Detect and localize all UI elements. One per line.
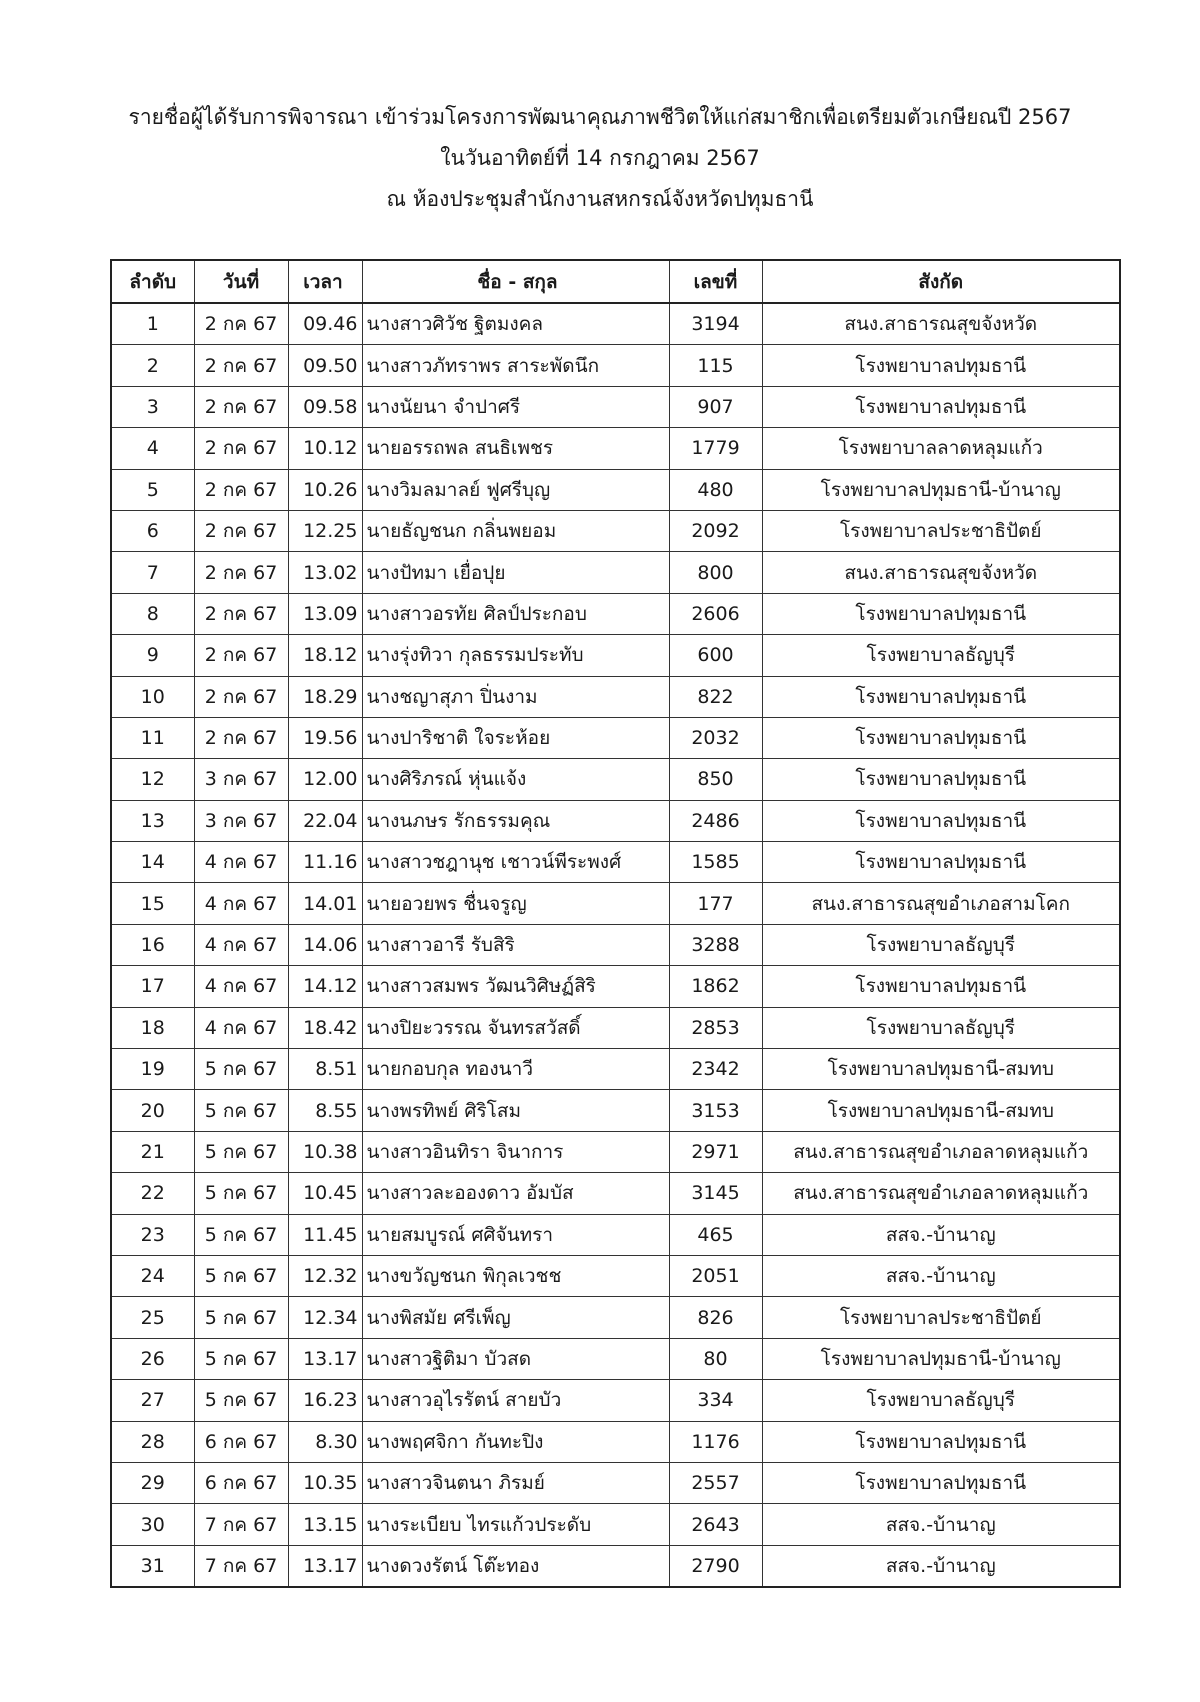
table-row	[111, 966, 1120, 1007]
table-row	[111, 676, 1120, 717]
cell-time: 10.12	[288, 428, 362, 469]
cell-affiliation: โรงพยาบาลธัญบุรี	[762, 1380, 1120, 1421]
cell-date: 2 กค 67	[194, 717, 288, 758]
cell-order: 23	[111, 1214, 194, 1255]
cell-member-id: 115	[669, 345, 762, 386]
cell-time: 10.38	[288, 1131, 362, 1172]
table-row	[111, 1545, 1120, 1587]
cell-order: 7	[111, 552, 194, 593]
cell-name: นางนัยนา จำปาศรี	[362, 386, 669, 427]
cell-date: 2 กค 67	[194, 593, 288, 634]
cell-date: 5 กค 67	[194, 1255, 288, 1296]
cell-affiliation: โรงพยาบาลประชาธิปัตย์	[762, 1297, 1120, 1338]
cell-date: 7 กค 67	[194, 1545, 288, 1587]
cell-order: 13	[111, 800, 194, 841]
cell-name: นางขวัญชนก พิกุลเวชช	[362, 1255, 669, 1296]
cell-time: 12.00	[288, 759, 362, 800]
cell-member-id: 2790	[669, 1545, 762, 1587]
cell-name: นายอวยพร ชื่นจรูญ	[362, 883, 669, 924]
cell-time: 18.29	[288, 676, 362, 717]
cell-order: 21	[111, 1131, 194, 1172]
table-row	[111, 469, 1120, 510]
document-date: ในวันอาทิตย์ที่ 14 กรกฎาคม 2567	[440, 146, 760, 170]
cell-name: นางสาวชฎานุช เชาวน์พีระพงศ์	[362, 842, 669, 883]
cell-member-id: 2853	[669, 1007, 762, 1048]
table-row	[111, 924, 1120, 965]
cell-affiliation: สสจ.-บ้านาญ	[762, 1504, 1120, 1545]
cell-time: 8.30	[288, 1421, 362, 1462]
cell-order: 12	[111, 759, 194, 800]
table-row	[111, 1338, 1120, 1379]
table-row	[111, 1462, 1120, 1503]
cell-affiliation: โรงพยาบาลประชาธิปัตย์	[762, 510, 1120, 551]
table-row	[111, 1255, 1120, 1296]
cell-affiliation: โรงพยาบาลปทุมธานี	[762, 842, 1120, 883]
cell-affiliation: สนง.สาธารณสุขอำเภอลาดหลุมแก้ว	[762, 1131, 1120, 1172]
table-row	[111, 1007, 1120, 1048]
cell-name: นางปาริชาติ ใจระห้อย	[362, 717, 669, 758]
cell-date: 2 กค 67	[194, 345, 288, 386]
table-row	[111, 345, 1120, 386]
cell-order: 4	[111, 428, 194, 469]
cell-time: 09.46	[288, 303, 362, 345]
cell-name: นางปิยะวรรณ จันทรสวัสดิ์	[362, 1007, 669, 1048]
cell-name: นางสาวศิวัช ฐิตมงคล	[362, 303, 669, 345]
table-body	[111, 303, 1120, 1587]
cell-date: 2 กค 67	[194, 552, 288, 593]
cell-time: 16.23	[288, 1380, 362, 1421]
cell-affiliation: โรงพยาบาลปทุมธานี-สมทบ	[762, 1090, 1120, 1131]
cell-order: 16	[111, 924, 194, 965]
cell-member-id: 3288	[669, 924, 762, 965]
cell-affiliation: สนง.สาธารณสุขจังหวัด	[762, 303, 1120, 345]
cell-name: นางศิริภรณ์ หุ่นแจ้ง	[362, 759, 669, 800]
cell-affiliation: โรงพยาบาลลาดหลุมแก้ว	[762, 428, 1120, 469]
cell-order: 20	[111, 1090, 194, 1131]
cell-order: 15	[111, 883, 194, 924]
cell-time: 11.45	[288, 1214, 362, 1255]
header-affiliation: สังกัด	[762, 260, 1120, 303]
table-row	[111, 593, 1120, 634]
cell-name: นางดวงรัตน์ โต๊ะทอง	[362, 1545, 669, 1587]
cell-order: 1	[111, 303, 194, 345]
cell-time: 12.34	[288, 1297, 362, 1338]
table-row	[111, 1173, 1120, 1214]
cell-name: นางสาวละอองดาว อัมบัส	[362, 1173, 669, 1214]
cell-date: 2 กค 67	[194, 635, 288, 676]
cell-member-id: 1779	[669, 428, 762, 469]
table-row	[111, 800, 1120, 841]
cell-affiliation: สนง.สาธารณสุขอำเภอลาดหลุมแก้ว	[762, 1173, 1120, 1214]
cell-member-id: 2051	[669, 1255, 762, 1296]
table-row	[111, 1297, 1120, 1338]
cell-affiliation: สนง.สาธารณสุขอำเภอสามโคก	[762, 883, 1120, 924]
cell-name: นางวิมลมาลย์ ฟูศรีบุญ	[362, 469, 669, 510]
cell-affiliation: สสจ.-บ้านาญ	[762, 1545, 1120, 1587]
cell-affiliation: โรงพยาบาลปทุมธานี	[762, 1462, 1120, 1503]
table-row	[111, 1214, 1120, 1255]
cell-time: 10.26	[288, 469, 362, 510]
cell-name: นางรุ่งทิวา กุลธรรมประทับ	[362, 635, 669, 676]
cell-member-id: 826	[669, 1297, 762, 1338]
cell-date: 5 กค 67	[194, 1131, 288, 1172]
cell-order: 25	[111, 1297, 194, 1338]
cell-order: 8	[111, 593, 194, 634]
cell-order: 10	[111, 676, 194, 717]
cell-name: นางสาวจินตนา ภิรมย์	[362, 1462, 669, 1503]
cell-name: นางสาวอุไรรัตน์ สายบัว	[362, 1380, 669, 1421]
table-row	[111, 883, 1120, 924]
cell-affiliation: โรงพยาบาลธัญบุรี	[762, 635, 1120, 676]
cell-member-id: 2606	[669, 593, 762, 634]
header-member-id: เลขที่	[669, 260, 762, 303]
cell-affiliation: โรงพยาบาลปทุมธานี	[762, 759, 1120, 800]
cell-order: 3	[111, 386, 194, 427]
cell-date: 5 กค 67	[194, 1090, 288, 1131]
cell-time: 14.12	[288, 966, 362, 1007]
cell-order: 14	[111, 842, 194, 883]
table-row	[111, 717, 1120, 758]
header-name: ชื่อ - สกุล	[362, 260, 669, 303]
cell-date: 7 กค 67	[194, 1504, 288, 1545]
cell-member-id: 2643	[669, 1504, 762, 1545]
cell-affiliation: โรงพยาบาลปทุมธานี	[762, 676, 1120, 717]
cell-order: 2	[111, 345, 194, 386]
cell-date: 5 กค 67	[194, 1380, 288, 1421]
cell-name: นางชญาสุภา ปิ่นงาม	[362, 676, 669, 717]
cell-affiliation: สสจ.-บ้านาญ	[762, 1214, 1120, 1255]
cell-name: นางพรทิพย์ ศิริโสม	[362, 1090, 669, 1131]
cell-time: 18.42	[288, 1007, 362, 1048]
cell-date: 4 กค 67	[194, 883, 288, 924]
table-row	[111, 1380, 1120, 1421]
cell-name: นางสาวสมพร วัฒนวิศิษฏ์สิริ	[362, 966, 669, 1007]
cell-date: 4 กค 67	[194, 842, 288, 883]
cell-name: นางสาวอรทัย ศิลป์ประกอบ	[362, 593, 669, 634]
cell-time: 8.51	[288, 1049, 362, 1090]
cell-member-id: 907	[669, 386, 762, 427]
table-row	[111, 510, 1120, 551]
cell-name: นางปัทมา เยื่อปุย	[362, 552, 669, 593]
table-row	[111, 1090, 1120, 1131]
cell-affiliation: โรงพยาบาลปทุมธานี-บ้านาญ	[762, 1338, 1120, 1379]
cell-order: 18	[111, 1007, 194, 1048]
cell-order: 29	[111, 1462, 194, 1503]
cell-affiliation: สสจ.-บ้านาญ	[762, 1255, 1120, 1296]
cell-date: 2 กค 67	[194, 428, 288, 469]
cell-order: 11	[111, 717, 194, 758]
cell-name: นางนภษร รักธรรมคุณ	[362, 800, 669, 841]
cell-time: 13.09	[288, 593, 362, 634]
cell-date: 2 กค 67	[194, 303, 288, 345]
cell-member-id: 822	[669, 676, 762, 717]
cell-order: 22	[111, 1173, 194, 1214]
cell-order: 17	[111, 966, 194, 1007]
cell-affiliation: โรงพยาบาลปทุมธานี-สมทบ	[762, 1049, 1120, 1090]
cell-time: 18.12	[288, 635, 362, 676]
cell-date: 6 กค 67	[194, 1421, 288, 1462]
cell-affiliation: โรงพยาบาลธัญบุรี	[762, 1007, 1120, 1048]
cell-affiliation: โรงพยาบาลธัญบุรี	[762, 924, 1120, 965]
cell-name: นางพฤศจิกา กันทะปิง	[362, 1421, 669, 1462]
cell-date: 2 กค 67	[194, 510, 288, 551]
cell-affiliation: โรงพยาบาลปทุมธานี-บ้านาญ	[762, 469, 1120, 510]
cell-affiliation: โรงพยาบาลปทุมธานี	[762, 593, 1120, 634]
cell-member-id: 3145	[669, 1173, 762, 1214]
table-row	[111, 1504, 1120, 1545]
cell-member-id: 2557	[669, 1462, 762, 1503]
header-time: เวลา	[288, 260, 362, 303]
cell-order: 28	[111, 1421, 194, 1462]
cell-name: นางระเบียบ ไทรแก้วประดับ	[362, 1504, 669, 1545]
table-row	[111, 1421, 1120, 1462]
cell-member-id: 1176	[669, 1421, 762, 1462]
cell-time: 09.50	[288, 345, 362, 386]
document-title: รายชื่อผู้ได้รับการพิจารณา เข้าร่วมโครงการพัฒนาคุณภาพชีวิตให้แก่สมาชิกเพื่อเตรียมตัวเกษียณปี 2567	[128, 105, 1072, 129]
cell-time: 13.02	[288, 552, 362, 593]
cell-member-id: 1862	[669, 966, 762, 1007]
document-venue: ณ ห้องประชุมสำนักงานสหกรณ์จังหวัดปทุมธานี	[386, 187, 814, 211]
cell-date: 3 กค 67	[194, 800, 288, 841]
cell-name: นางสาวอินทิรา จินาการ	[362, 1131, 669, 1172]
cell-date: 5 กค 67	[194, 1049, 288, 1090]
cell-date: 4 กค 67	[194, 924, 288, 965]
cell-time: 13.17	[288, 1545, 362, 1587]
cell-date: 4 กค 67	[194, 966, 288, 1007]
cell-member-id: 480	[669, 469, 762, 510]
cell-member-id: 2032	[669, 717, 762, 758]
cell-member-id: 800	[669, 552, 762, 593]
cell-date: 5 กค 67	[194, 1338, 288, 1379]
table-row	[111, 1049, 1120, 1090]
cell-member-id: 3153	[669, 1090, 762, 1131]
cell-name: นายกอบกุล ทองนาวี	[362, 1049, 669, 1090]
cell-time: 12.25	[288, 510, 362, 551]
cell-order: 31	[111, 1545, 194, 1587]
cell-time: 13.15	[288, 1504, 362, 1545]
cell-member-id: 850	[669, 759, 762, 800]
cell-date: 2 กค 67	[194, 676, 288, 717]
cell-name: นายสมบูรณ์ ศศิจันทรา	[362, 1214, 669, 1255]
cell-time: 11.16	[288, 842, 362, 883]
cell-time: 12.32	[288, 1255, 362, 1296]
cell-member-id: 600	[669, 635, 762, 676]
table-row	[111, 759, 1120, 800]
cell-order: 26	[111, 1338, 194, 1379]
table-header-row	[111, 260, 1120, 303]
cell-member-id: 334	[669, 1380, 762, 1421]
cell-time: 10.35	[288, 1462, 362, 1503]
cell-date: 4 กค 67	[194, 1007, 288, 1048]
cell-time: 14.01	[288, 883, 362, 924]
cell-date: 2 กค 67	[194, 386, 288, 427]
cell-name: นางสาวฐิติมา บัวสด	[362, 1338, 669, 1379]
cell-name: นายอรรถพล สนธิเพชร	[362, 428, 669, 469]
cell-member-id: 465	[669, 1214, 762, 1255]
cell-member-id: 2092	[669, 510, 762, 551]
cell-date: 5 กค 67	[194, 1297, 288, 1338]
cell-affiliation: โรงพยาบาลปทุมธานี	[762, 345, 1120, 386]
cell-time: 19.56	[288, 717, 362, 758]
cell-affiliation: โรงพยาบาลปทุมธานี	[762, 386, 1120, 427]
cell-time: 09.58	[288, 386, 362, 427]
cell-time: 22.04	[288, 800, 362, 841]
cell-member-id: 2486	[669, 800, 762, 841]
cell-date: 6 กค 67	[194, 1462, 288, 1503]
cell-date: 5 กค 67	[194, 1214, 288, 1255]
cell-order: 6	[111, 510, 194, 551]
cell-time: 14.06	[288, 924, 362, 965]
cell-date: 3 กค 67	[194, 759, 288, 800]
cell-member-id: 2342	[669, 1049, 762, 1090]
cell-affiliation: โรงพยาบาลปทุมธานี	[762, 717, 1120, 758]
table-row	[111, 842, 1120, 883]
cell-member-id: 3194	[669, 303, 762, 345]
cell-time: 8.55	[288, 1090, 362, 1131]
cell-name: นางสาวภัทราพร สาระพัดนึก	[362, 345, 669, 386]
cell-order: 24	[111, 1255, 194, 1296]
cell-time: 13.17	[288, 1338, 362, 1379]
cell-order: 30	[111, 1504, 194, 1545]
header-date: วันที่	[194, 260, 288, 303]
cell-order: 19	[111, 1049, 194, 1090]
table-row	[111, 428, 1120, 469]
header-order: ลำดับ	[111, 260, 194, 303]
cell-order: 5	[111, 469, 194, 510]
table-row	[111, 635, 1120, 676]
cell-member-id: 1585	[669, 842, 762, 883]
table-row	[111, 552, 1120, 593]
cell-name: นางสาวอารี รับสิริ	[362, 924, 669, 965]
table-row	[111, 1131, 1120, 1172]
cell-name: นายธัญชนก กลิ่นพยอม	[362, 510, 669, 551]
cell-affiliation: โรงพยาบาลปทุมธานี	[762, 1421, 1120, 1462]
cell-member-id: 177	[669, 883, 762, 924]
cell-affiliation: สนง.สาธารณสุขจังหวัด	[762, 552, 1120, 593]
cell-date: 5 กค 67	[194, 1173, 288, 1214]
cell-affiliation: โรงพยาบาลปทุมธานี	[762, 800, 1120, 841]
cell-time: 10.45	[288, 1173, 362, 1214]
cell-affiliation: โรงพยาบาลปทุมธานี	[762, 966, 1120, 1007]
cell-member-id: 80	[669, 1338, 762, 1379]
cell-date: 2 กค 67	[194, 469, 288, 510]
participant-table	[110, 259, 1121, 1588]
table-row	[111, 386, 1120, 427]
table-row	[111, 303, 1120, 345]
cell-order: 9	[111, 635, 194, 676]
cell-name: นางพิสมัย ศรีเพ็ญ	[362, 1297, 669, 1338]
cell-order: 27	[111, 1380, 194, 1421]
cell-member-id: 2971	[669, 1131, 762, 1172]
